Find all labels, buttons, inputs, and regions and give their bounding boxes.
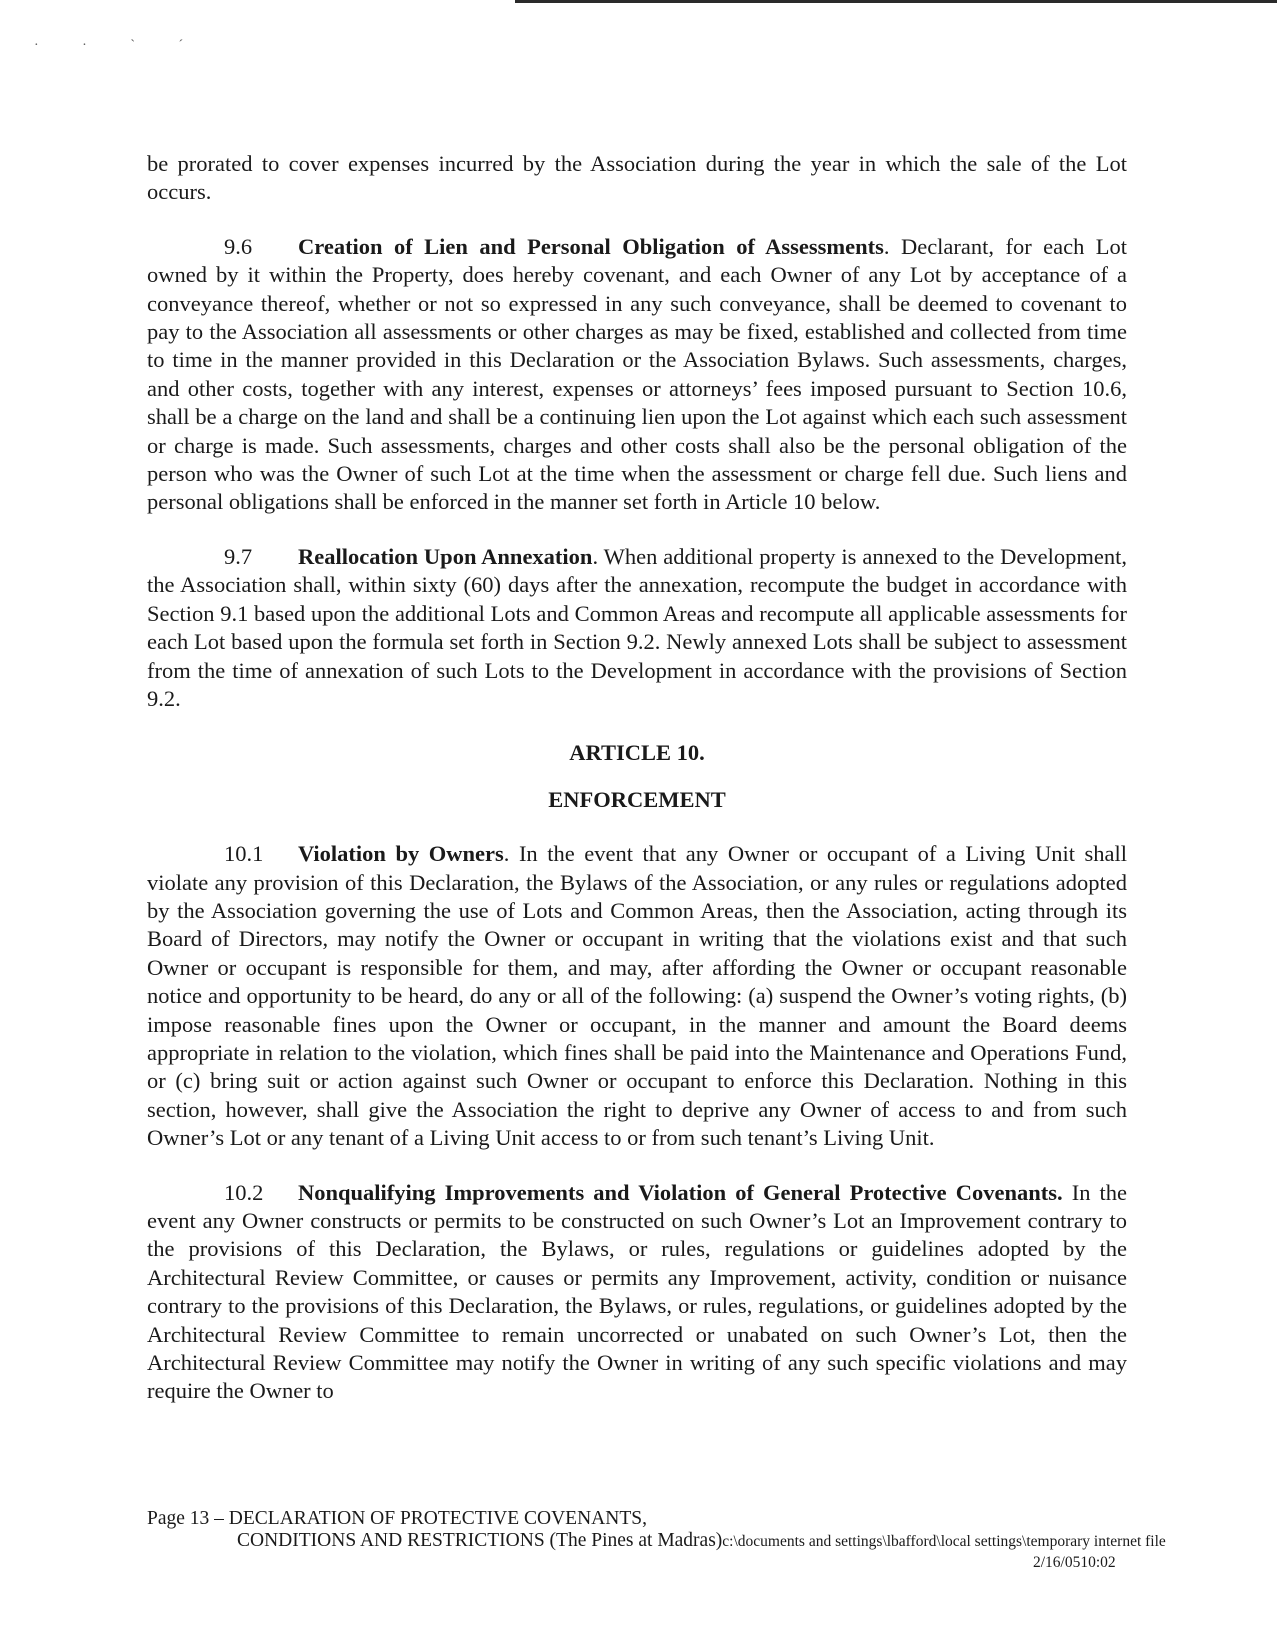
section-body: Declarant, for each Lot owned by it within the Property, does hereby covenant, and each Owner of any Lot by acceptance of a conveyance thereof, whether or not so expressed in any such conveyance, shall be deemed to covenant to pay to the Association all assessments or other charges as may be fixed, established and collected from time to time in the manner provided in this Declaration or the Association Bylaws. Such assessments, charges, and other costs, together with any interest, expenses or attorneys’ fees imposed pursuant to Section 10.6, shall be a charge on the land and shall be a continuing lien upon the Lot against which each such assessment or charge is made. Such assessments, charges and other costs shall also be the personal obligation of the person who was the Owner of such Lot at the time when the assessment or charge fell due. Such liens and personal obligations shall be enforced in the manner set forth in Article 10 below. [147,233,1127,515]
intro-paragraph: be prorated to cover expenses incurred by the Association during the year in which the sale of the Lot occurs. [147,151,1127,205]
section-number: 9.6 [224,233,253,259]
section-number: 10.2 [224,1179,264,1205]
scan-specks: · · ˋ ˊ [34,38,204,53]
section-body: When additional property is annexed to the Development, the Association shall, within sixty (60) days after the annexation, recompute the budget in accordance with Section 9.1 based upon the additional Lots and Common Areas and recompute all applicable assessments for each Lot based upon the formula set forth in Section 9.2. Newly annexed Lots shall be subject to assessment from the time of annexation of such Lots to the Development in accordance with the provisions of Section 9.2. [147,543,1128,711]
top-scan-rule [515,0,1277,3]
section-title: Violation by Owners [298,841,504,867]
footer-doc-title-cont: CONDITIONS AND RESTRICTIONS (The Pines at Madras) [237,1530,723,1551]
article-number: ARTICLE 10. [569,740,705,766]
section-body: In the event any Owner constructs or permits to be constructed on such Owner’s Lot an Improvement contrary to the provisions of this Declaration, the Bylaws, or rules, regulations or guidelines adopted by the Architectural Review Committee, or causes or permits any Improvement, activity, condition or nuisance contrary to the provisions of this Declaration, the Bylaws, or rules, regulations, or guidelines adopted by the Architectural Review Committee to remain uncorrected or unabated on such Owner’s Lot, then the Architectural Review Committee may notify the Owner in writing of any such specific violations and may require the Owner to [147,1179,1128,1404]
section-9-7: 9.7 Reallocation Upon Annexation. When additional property is annexed to the Development, the Association shall, within sixty (60) days after the annexation, recompute the budget in accordance with Section 9.1 based upon the additional Lots and Common Areas and recompute all applicable assessments for each Lot based upon the formula set forth in Section 9.2. Newly annexed Lots shall be subject to assessment from the time of annexation of such Lots to the Development in accordance with the provisions of Section 9.2. [147,543,1128,711]
section-10-1: 10.1 Violation by Owners. In the event that any Owner or occupant of a Living Unit shall violate any provision of this Declaration, the Bylaws of the Association, or any rules or regulations adopted by the Association governing the use of Lots and Common Areas, then the Association, acting through its Board of Directors, may notify the Owner or occupant in writing that the violations exist and that such Owner or occupant is responsible for them, and may, after affording the Owner or occupant reasonable notice and opportunity to be heard, do any or all of the following: (a) suspend the Owner’s voting rights, (b) impose reasonable fines upon the Owner or occupant, in the manner and amount the Board deems appropriate in relation to the violation, which fines shall be paid into the Maintenance and Operations Fund, or (c) bring suit or action against such Owner or occupant to enforce this Declaration. Nothing in this section, however, shall give the Association the right to deprive any Owner of access to and from such Owner’s Lot or any tenant of a Living Unit access to or from such tenant’s Living Unit. [147,841,1127,1151]
section-10-2 [147,1179,1127,1406]
section-number: 9.7 [224,543,253,569]
page-footer [147,1508,1277,1571]
page-number: Page 13 – [147,1508,224,1529]
document-body [147,150,1127,1406]
section-title: Nonqualifying Improvements and Violation of General Protective Covenants. [298,1179,1063,1205]
footer-file-ref: 2/16/0510:02 [1033,1554,1116,1571]
footer-doc-title: DECLARATION OF PROTECTIVE COVENANTS, [228,1508,647,1529]
article-title: ENFORCEMENT [548,786,726,812]
section-body: In the event that any Owner or occupant of a Living Unit shall violate any provision of this Declaration, the Bylaws of the Association, or any rules or regulations adopted by the Association governing the use of Lots and Common Areas, then the Association, acting through its Board of Directors, may notify the Owner or occupant in writing that the violations exist and that such Owner or occupant is responsible for them, and may, after affording the Owner or occupant reasonable notice and opportunity to be heard, do any or all of the following: (a) suspend the Owner’s voting rights, (b) impose reasonable fines upon the Owner or occupant, in the manner and amount the Board deems appropriate in relation to the violation, which fines shall be paid into the Maintenance and Operations Fund, or (c) bring suit or action against such Owner or occupant to enforce this Declaration. Nothing in this section, however, shall give the Association the right to deprive any Owner of access to and from such Owner’s Lot or any tenant of a Living Unit access to or from such tenant’s Living Unit. [147,841,1127,1151]
footer-file-path: c:\documents and settings\lbafford\local settings\temporary internet file [722,1533,1166,1550]
section-9-6: 9.6 Creation of Lien and Personal Obligation of Assessments. Declarant, for each Lot owned by it within the Property, does hereby covenant, and each Owner of any Lot by acceptance of a conveyance thereof, whether or not so expressed in any such conveyance, shall be deemed to covenant to pay to the Association all assessments or other charges as may be fixed, established and collected from time to time in the manner provided in this Declaration or the Association Bylaws. Such assessments, charges, and other costs, together with any interest, expenses or attorneys’ fees imposed pursuant to Section 10.6, shall be a charge on the land and shall be a continuing lien upon the Lot against which each such assessment or charge is made. Such assessments, charges and other costs shall also be the personal obligation of the person who was the Owner of such Lot at the time when the assessment or charge fell due. Such liens and personal obligations shall be enforced in the manner set forth in Article 10 below. [147,233,1127,515]
section-title: Creation of Lien and Personal Obligation of Assessments [298,233,884,259]
section-number: 10.1 [224,841,264,867]
footer-line-2 [147,1530,1277,1553]
footer-line-1 [147,1508,1277,1530]
section-title: Reallocation Upon Annexation [298,543,593,569]
